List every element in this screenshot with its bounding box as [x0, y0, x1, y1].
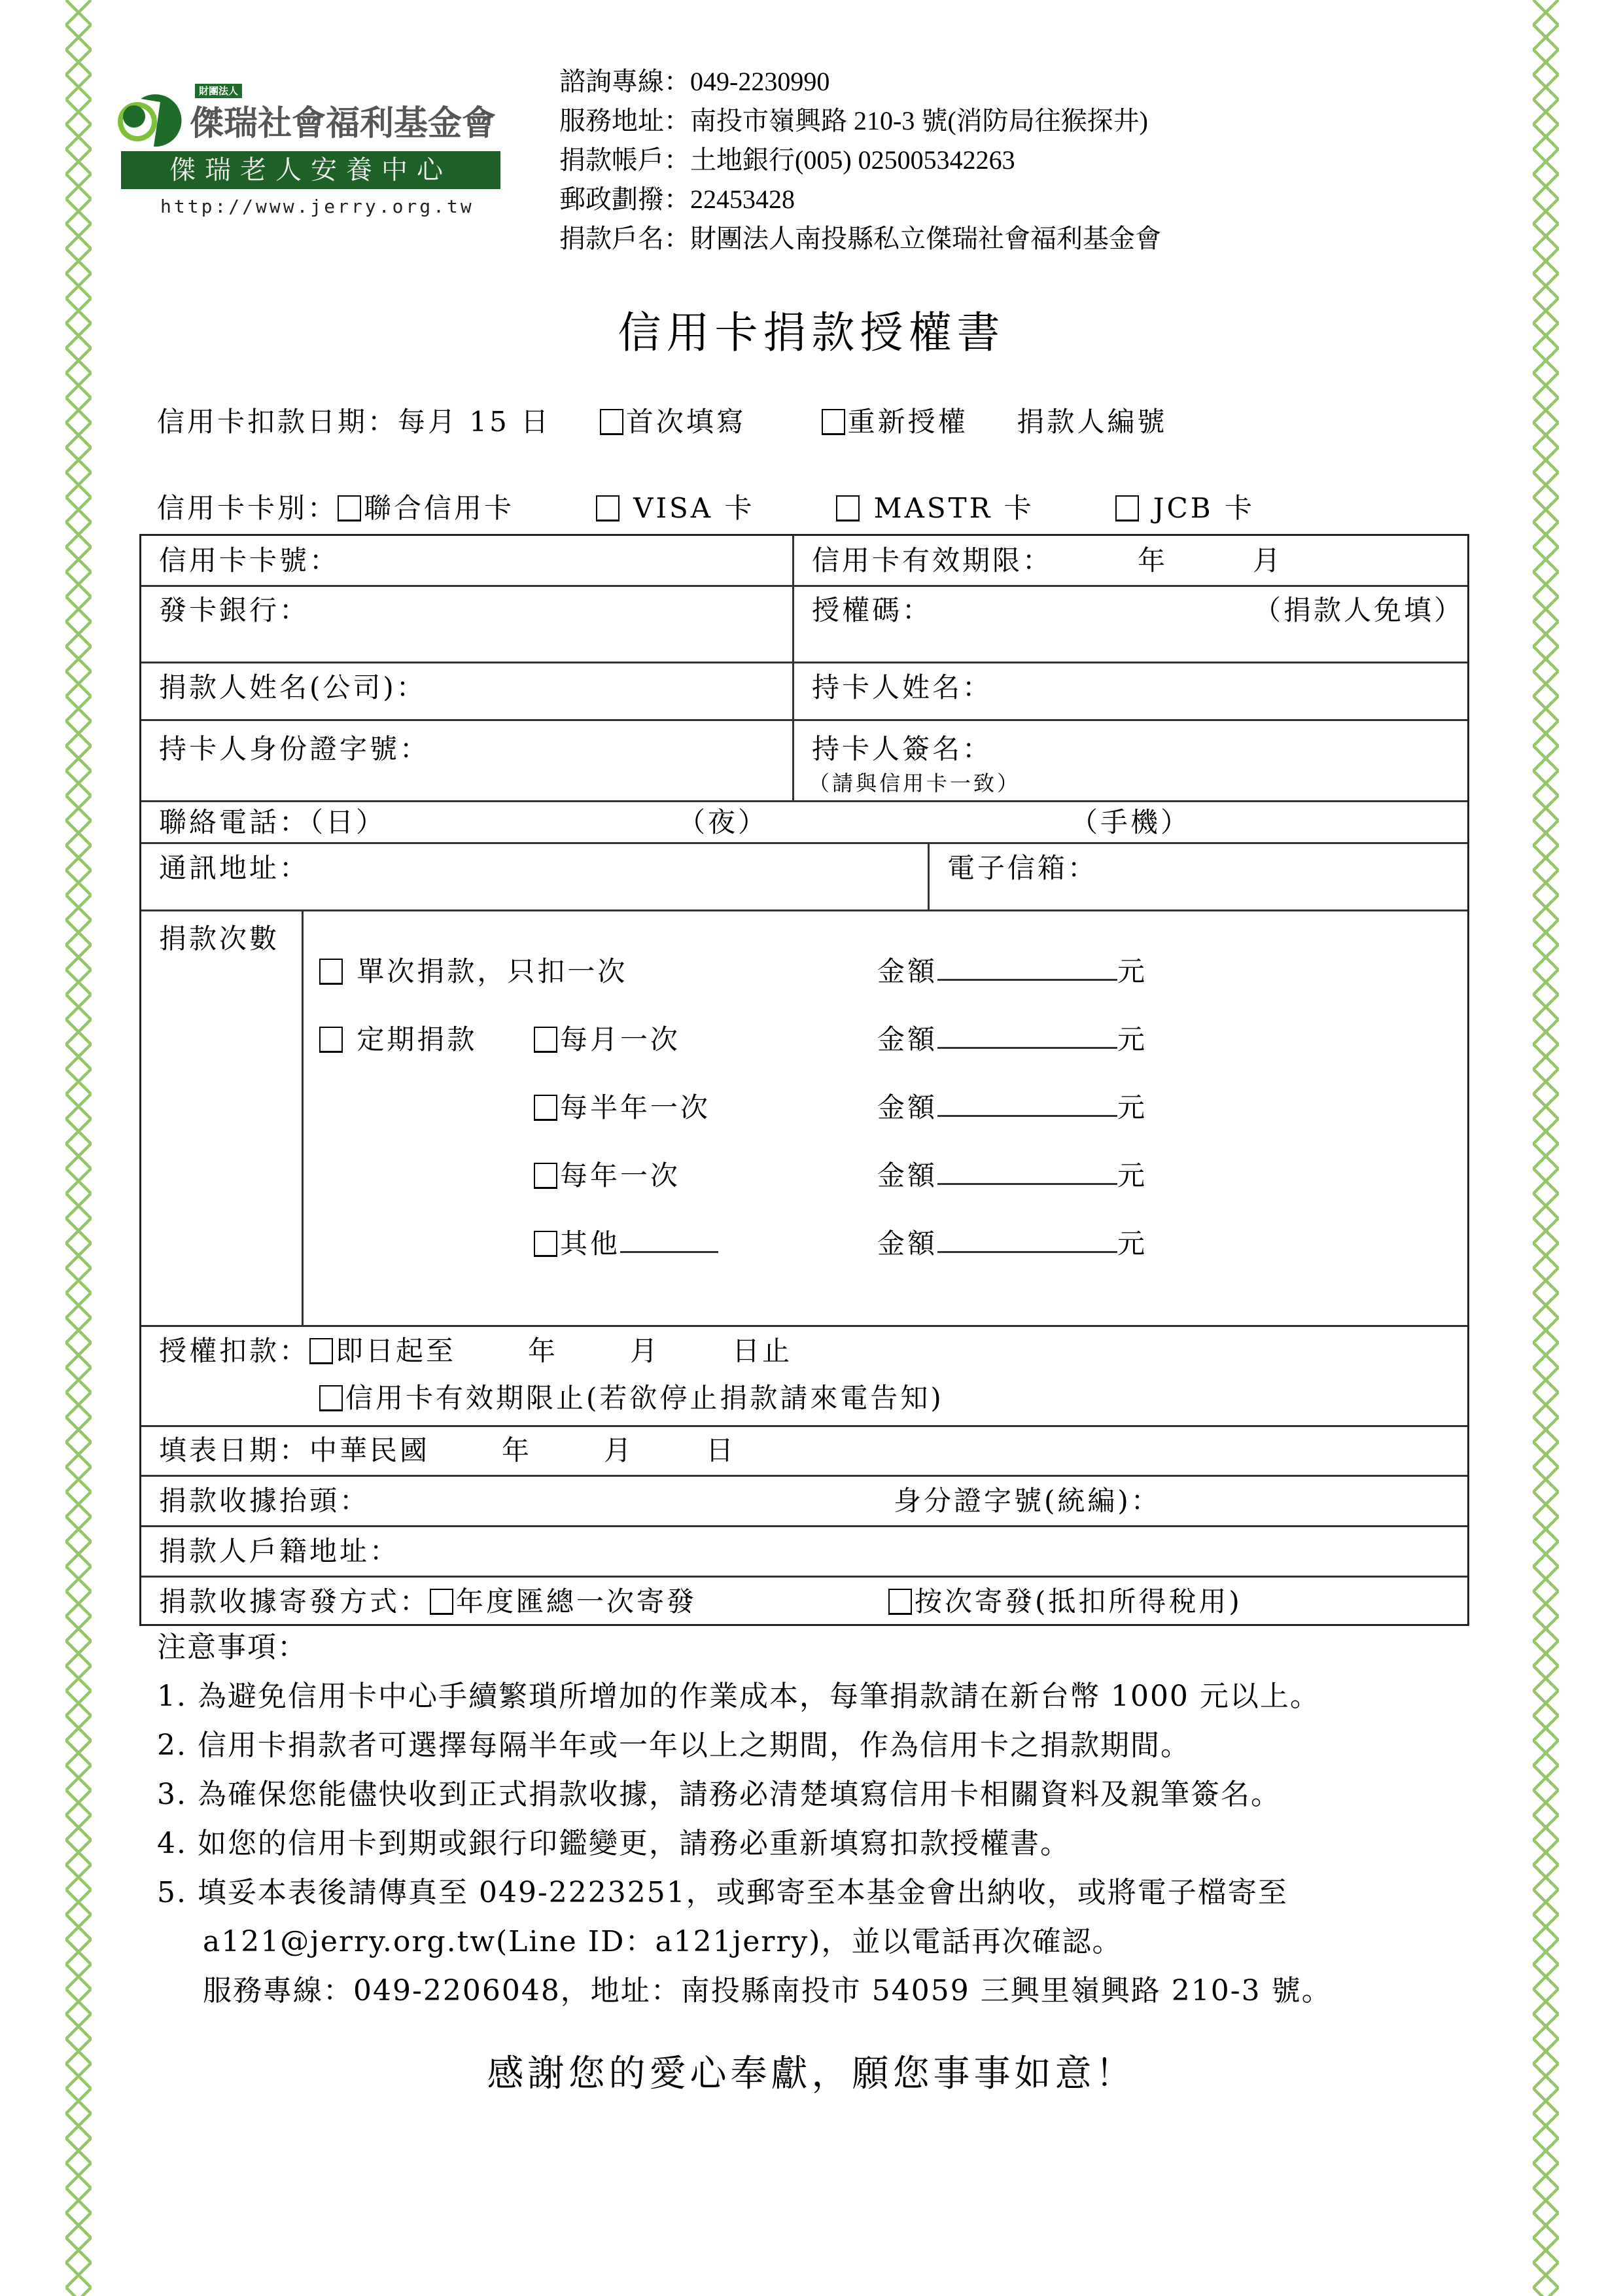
deduction-date-label: 信用卡扣款日期：每月 15 日 [157, 406, 551, 438]
amount-single[interactable]: 金額 元 [877, 955, 1148, 987]
card-type-checkbox-visa[interactable] [596, 495, 620, 521]
authorize-until-checkbox[interactable] [309, 1338, 333, 1364]
card-expiry-field[interactable]: 信用卡有效期限： 年 月 [812, 544, 1283, 576]
note-item-continued: 服務專線：049-2206048，地址：南投縣南投市 54059 三興里嶺興路 210-3 號。 [203, 1974, 1332, 2007]
card-number-field[interactable]: 信用卡卡號： [159, 544, 340, 576]
period-other-checkbox[interactable] [534, 1231, 557, 1257]
authorize-until-option[interactable]: 授權扣款： 即日起至 年 月 日止 [159, 1335, 793, 1367]
deduction-line: 信用卡扣款日期：每月 15 日 首次填寫 重新授權 捐款人編號 [157, 406, 1168, 438]
signature-note: （請與信用卡一致） [809, 771, 1021, 796]
cardholder-id-field[interactable]: 持卡人身份證字號： [159, 733, 430, 765]
card-type-checkbox-union[interactable] [338, 495, 361, 521]
receipt-method-row: 捐款收據寄發方式： 年度匯總一次寄發 [159, 1585, 697, 1617]
amount-other[interactable]: 金額 元 [877, 1227, 1148, 1260]
amount-blank[interactable] [937, 1025, 1117, 1049]
contact-account-name: 捐款戶名：財團法人南投縣私立傑瑞社會福利基金會 [559, 224, 1161, 253]
note-item: 1. 為避免信用卡中心手續繁瑣所增加的作業成本，每筆捐款請在新台幣 1000 元以上。 [157, 1680, 1320, 1713]
authorization-form-table [139, 534, 1469, 1626]
thank-you-message: 感謝您的愛心奉獻，願您事事如意！ [487, 2053, 1136, 2095]
authorize-card-expiry-option[interactable]: 信用卡有效期限止(若欲停止捐款請來電告知) [319, 1381, 944, 1415]
logo-mark-icon [114, 89, 186, 148]
donor-name-field[interactable]: 捐款人姓名(公司)： [159, 671, 427, 703]
receipt-title-field[interactable]: 捐款收據抬頭： [159, 1485, 370, 1517]
contact-info [559, 62, 1161, 258]
logo-url[interactable]: http://www.jerry.org.tw [160, 196, 474, 217]
regular-donation-checkbox[interactable] [319, 1027, 343, 1053]
amount-blank[interactable] [937, 1161, 1117, 1185]
card-type-line: 信用卡卡別： 聯合信用卡 VISA 卡 MASTR 卡 JCB 卡 [157, 492, 1255, 524]
amount-blank[interactable] [937, 1229, 1117, 1253]
period-yearly-option[interactable]: 每年一次 [534, 1159, 680, 1193]
amount-blank[interactable] [937, 1093, 1117, 1117]
phone-mobile-field[interactable]: （手機） [1070, 806, 1191, 838]
amount-yearly[interactable]: 金額 元 [877, 1159, 1148, 1192]
period-monthly-checkbox[interactable] [534, 1027, 557, 1053]
logo-org-name: 傑瑞社會福利基金會 [190, 104, 497, 143]
notes-heading: 注意事項： [157, 1631, 307, 1664]
page-title: 信用卡捐款授權書 [618, 308, 1005, 358]
card-type-checkbox-jcb[interactable] [1115, 495, 1139, 521]
period-half-year-option[interactable]: 每半年一次 [534, 1091, 710, 1125]
period-other-blank[interactable] [620, 1229, 718, 1253]
single-donation-checkbox[interactable] [319, 959, 343, 985]
single-donation-option[interactable]: 單次捐款，只扣一次 [319, 955, 627, 989]
receipt-annual-checkbox[interactable] [430, 1589, 453, 1615]
phone-night-field[interactable]: （夜） [678, 806, 769, 838]
id-number-field[interactable]: 身分證字號(統編)： [894, 1485, 1161, 1517]
contact-postal-transfer: 郵政劃撥：22453428 [559, 185, 795, 214]
period-other-option[interactable]: 其他 [534, 1227, 718, 1261]
receipt-each-checkbox[interactable] [888, 1589, 912, 1615]
card-type-checkbox-master[interactable] [836, 495, 860, 521]
mailing-address-field[interactable]: 通訊地址： [159, 852, 310, 884]
period-half-year-checkbox[interactable] [534, 1095, 557, 1121]
cardholder-name-field[interactable]: 持卡人姓名： [812, 671, 993, 703]
logo-center-name: 傑瑞老人安養中心 [121, 151, 500, 189]
foundation-logo [114, 84, 520, 224]
authorize-card-expiry-checkbox[interactable] [319, 1385, 343, 1411]
auth-code-field[interactable]: 授權碼： [812, 594, 933, 626]
amount-half-year[interactable]: 金額 元 [877, 1091, 1148, 1123]
amount-blank[interactable] [937, 957, 1117, 981]
period-monthly-option[interactable]: 每月一次 [534, 1023, 680, 1057]
contact-address: 服務地址：南投市嶺興路 210-3 號(消防局往猴探井) [559, 106, 1148, 135]
household-address-field[interactable]: 捐款人戶籍地址： [159, 1535, 400, 1567]
reauthorize-checkbox[interactable] [822, 409, 845, 435]
issuing-bank-field[interactable]: 發卡銀行： [159, 594, 310, 626]
note-item: 3. 為確保您能儘快收到正式捐款收據，請務必清楚填寫信用卡相關資料及親筆簽名。 [157, 1778, 1281, 1811]
cardholder-signature-field[interactable]: 持卡人簽名： [812, 733, 993, 765]
note-item: 4. 如您的信用卡到期或銀行印鑑變更，請務必重新填寫扣款授權書。 [157, 1827, 1070, 1860]
amount-monthly[interactable]: 金額 元 [877, 1023, 1148, 1055]
phone-day-field[interactable]: 聯絡電話：（日） [159, 806, 387, 838]
note-item-continued: a121@jerry.org.tw(Line ID：a121jerry)，並以電話再次確認。 [203, 1925, 1123, 1958]
first-time-checkbox[interactable] [600, 409, 623, 435]
receipt-each-option[interactable]: 按次寄發(抵扣所得稅用) [888, 1585, 1242, 1619]
auth-code-note: （捐款人免填） [1253, 594, 1465, 626]
donor-number-label: 捐款人編號 [1017, 406, 1168, 438]
note-item: 5. 填妥本表後請傳真至 049-2223251，或郵寄至本基金會出納收，或將電子檔寄至 [157, 1876, 1288, 1909]
logo-badge: 財團法人 [195, 84, 242, 98]
note-item: 2. 信用卡捐款者可選擇每隔半年或一年以上之期間，作為信用卡之捐款期間。 [157, 1729, 1191, 1762]
frequency-label: 捐款次數 [159, 923, 280, 955]
email-field[interactable]: 電子信箱： [947, 852, 1098, 884]
fill-date-field[interactable]: 填表日期：中華民國 年 月 日 [159, 1434, 737, 1466]
contact-hotline: 諮詢專線：049-2230990 [559, 67, 830, 96]
regular-donation-option[interactable]: 定期捐款 [319, 1023, 477, 1057]
contact-bank-account: 捐款帳戶：土地銀行(005) 025005342263 [559, 145, 1015, 175]
period-yearly-checkbox[interactable] [534, 1163, 557, 1189]
